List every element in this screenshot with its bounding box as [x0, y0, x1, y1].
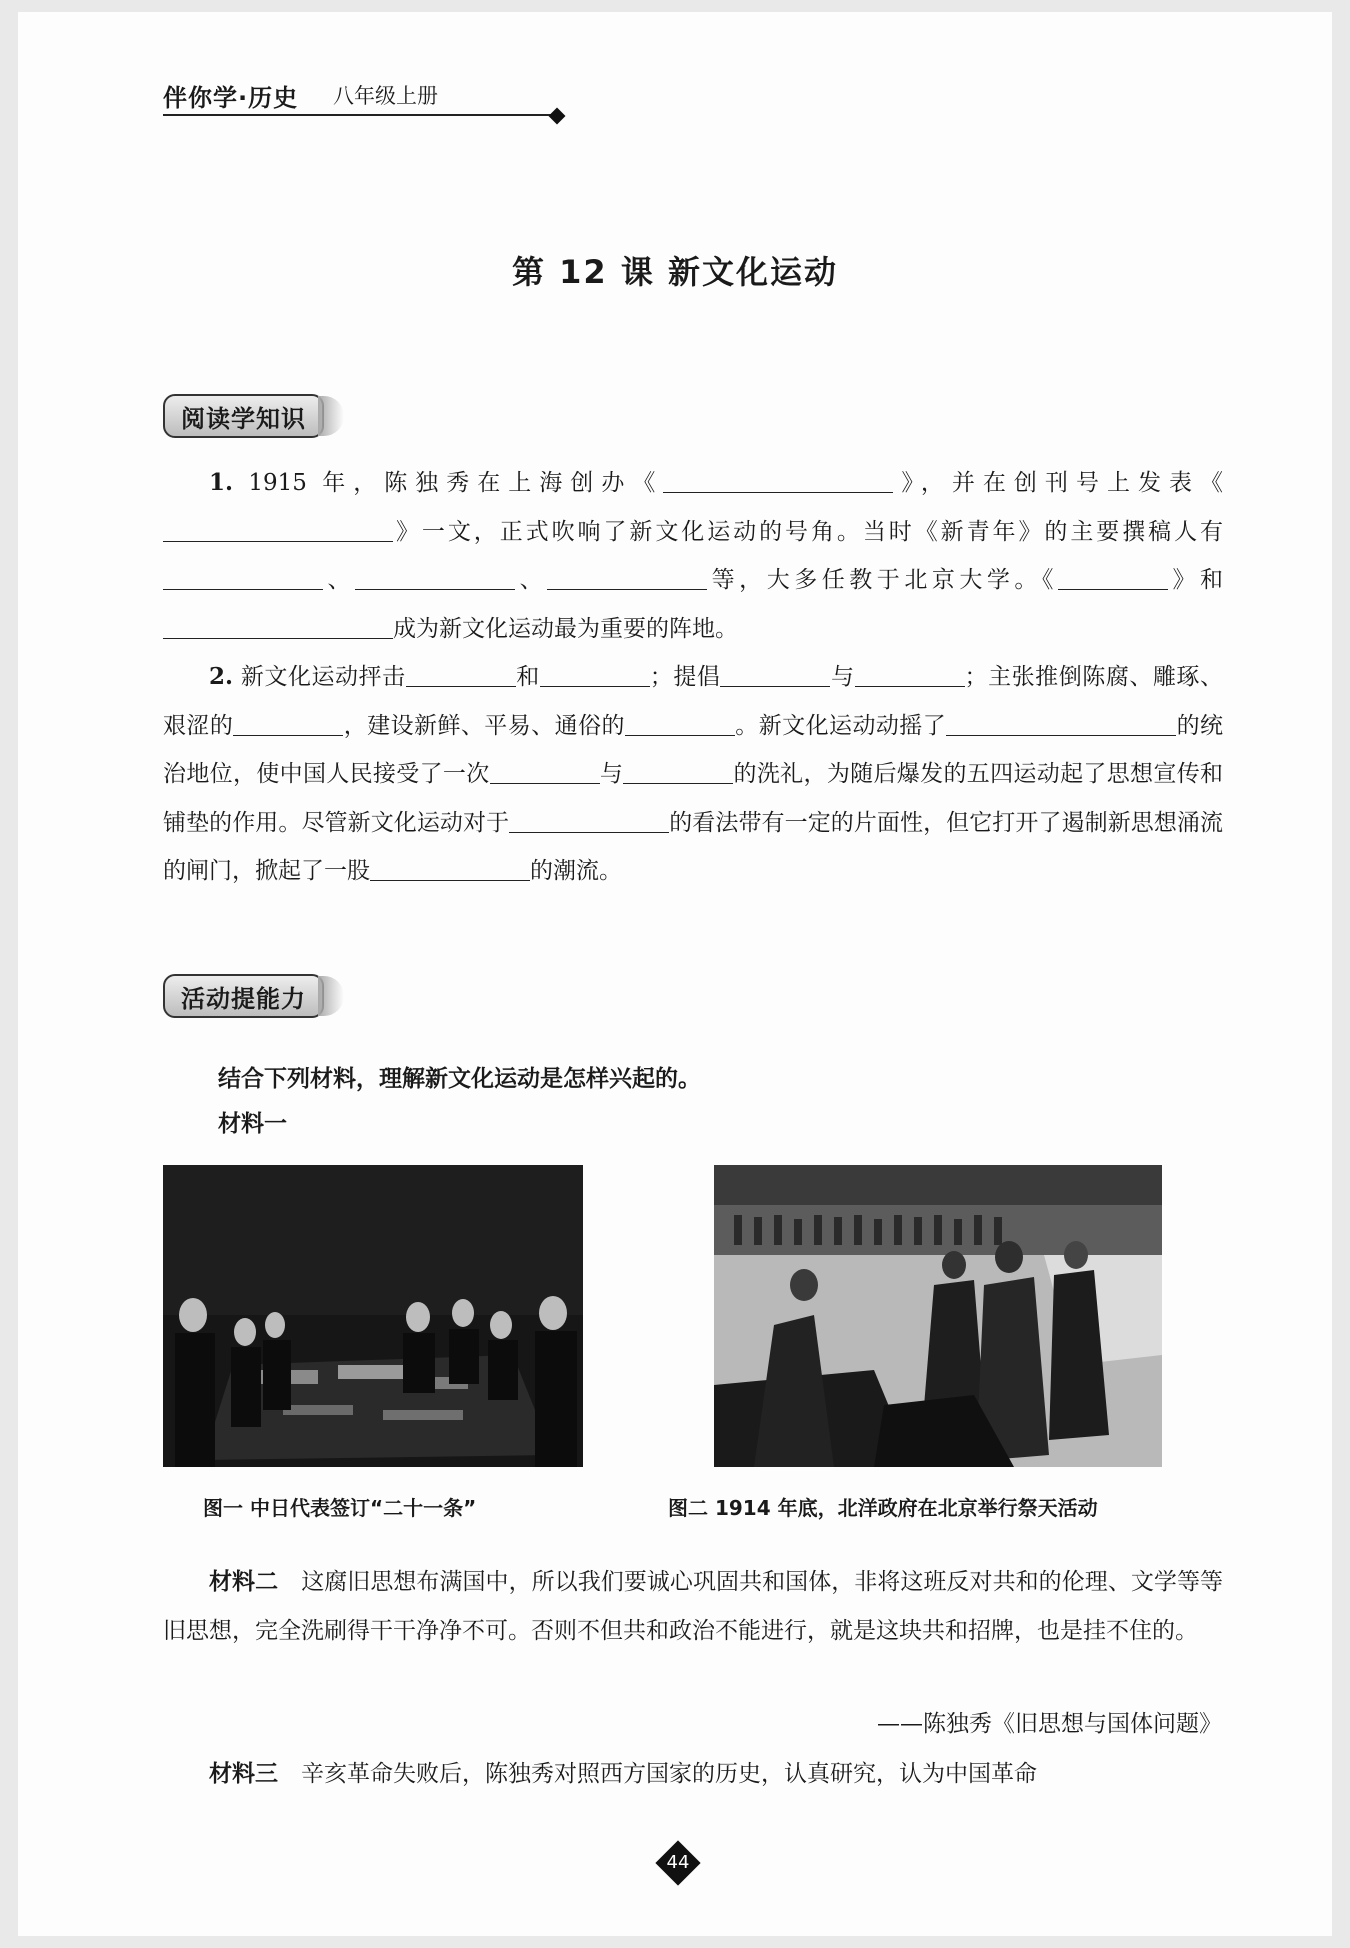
answer-blank[interactable]: [233, 712, 343, 736]
book-grade: 八年级上册: [333, 84, 438, 108]
question-2: 2. 新文化运动抨击 和 ；提倡 与 ；主张推倒陈腐、雕琢、艰涩的 ，建设新鲜、平易、通俗的 。新文化运动动摇了 的统治地位，使中国人民接受了一次 与 的洗礼，为随后爆发的五四运动起了思想宣传和铺垫的作用。尽管新文化运动对于 的看法带有一定的片面性，但它打开了遏制新思想涌流的闸门，掀起了一股 的潮流。: [163, 663, 1224, 884]
signing-scene-image: [163, 1165, 583, 1467]
tab-shadow: [318, 976, 344, 1016]
answer-blank[interactable]: [490, 760, 600, 784]
answer-blank[interactable]: [663, 469, 893, 493]
lesson-title: 第 12 课 新文化运动: [512, 253, 838, 291]
section-tab-reading: [163, 394, 344, 438]
answer-blank[interactable]: [355, 566, 515, 590]
section-title: 活动提能力: [163, 974, 324, 1018]
answer-blank[interactable]: [163, 566, 323, 590]
question-1: 1. 1915 年，陈独秀在上海创办《 》，并在创刊号上发表《》一文，正式吹响了新文化运动的号角。当时《新青年》的主要撰稿人有、 、 等，大多任教于北京大学。《 》和成为新文化运动最为重要的阵地。: [163, 459, 1223, 653]
material-3-label: 材料三: [209, 1761, 278, 1787]
answer-blank[interactable]: [406, 663, 516, 687]
answer-blank[interactable]: [720, 663, 830, 687]
page-number: 44: [666, 1852, 690, 1873]
material-2-source: ——陈独秀《旧思想与国体问题》: [877, 1711, 1222, 1737]
running-header: [163, 74, 553, 116]
answer-blank[interactable]: [946, 712, 1176, 736]
ceremony-scene-image: [714, 1165, 1162, 1467]
ceremony-photo: [714, 1165, 1162, 1467]
section-tab-activity: [163, 974, 344, 1018]
answer-blank[interactable]: [855, 663, 965, 687]
section-title: 阅读学知识: [163, 394, 324, 438]
answer-blank[interactable]: [163, 518, 393, 542]
answer-blank[interactable]: [1058, 566, 1168, 590]
figure-1-caption: 图一 中日代表签订“二十一条”: [203, 1496, 477, 1520]
answer-blank[interactable]: [623, 760, 733, 784]
material-3-text: 辛亥革命失败后，陈独秀对照西方国家的历史，认真研究，认为中国革命: [301, 1761, 1037, 1787]
material-1-label: 材料一: [218, 1111, 287, 1137]
page-number-badge: [655, 1840, 701, 1886]
answer-blank[interactable]: [547, 566, 707, 590]
answer-blank[interactable]: [625, 712, 735, 736]
signing-photo: [163, 1165, 583, 1467]
answer-blank[interactable]: [370, 857, 530, 881]
tab-shadow: [318, 396, 344, 436]
material-2-text: 这腐旧思想布满国中，所以我们要诚心巩固共和国体，非将这班反对共和的伦理、文学等等旧思想，完全洗刷得干干净净不可。否则不但共和政治不能进行，就是这块共和招牌，也是挂不住的。: [163, 1569, 1224, 1644]
question-number: 1.: [209, 469, 234, 496]
task-instruction: 结合下列材料，理解新文化运动是怎样兴起的。: [218, 1066, 701, 1092]
material-3: [163, 1750, 1223, 1799]
material-2-label: 材料二: [209, 1569, 279, 1595]
figure-2-caption: 图二 1914 年底，北洋政府在北京举行祭天活动: [668, 1496, 1098, 1520]
question-number: 2.: [209, 663, 234, 690]
diamond-icon: [549, 108, 566, 125]
answer-blank[interactable]: [163, 615, 393, 639]
answer-blank[interactable]: [509, 809, 669, 833]
reading-questions: [163, 459, 1223, 896]
material-2: [163, 1558, 1223, 1655]
page: [18, 12, 1332, 1936]
answer-blank[interactable]: [540, 663, 650, 687]
book-brand: 伴你学·历史: [163, 84, 299, 112]
